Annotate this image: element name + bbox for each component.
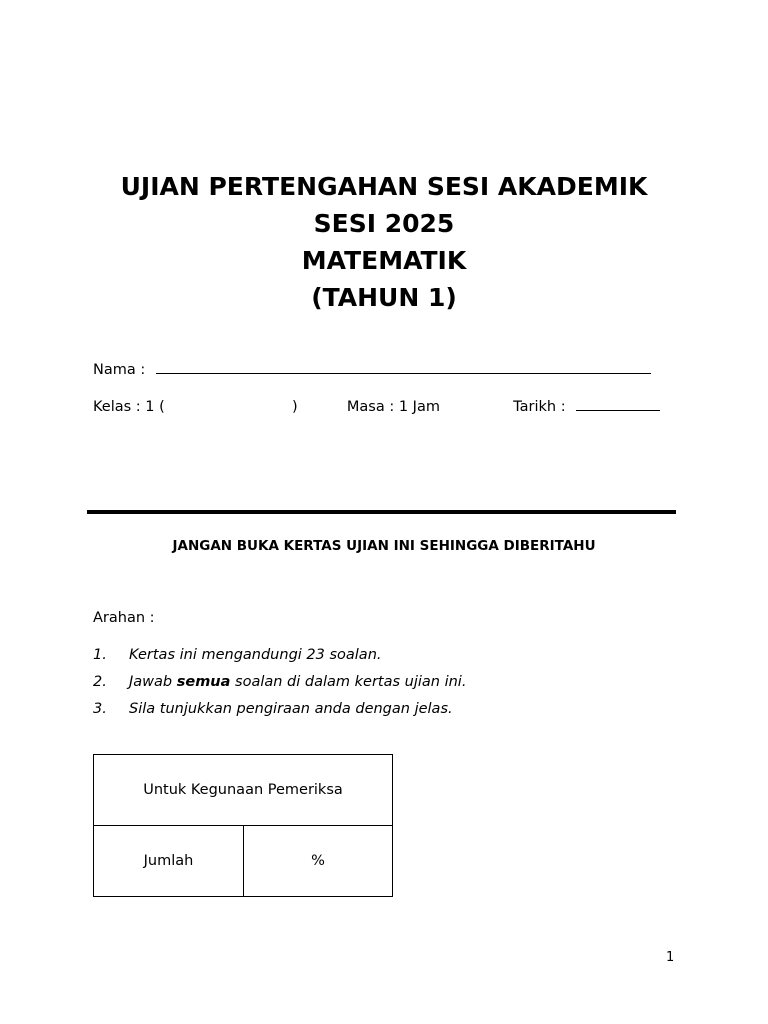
section-divider — [87, 510, 676, 514]
exam-title-line-1: UJIAN PERTENGAHAN SESI AKADEMIK — [120, 172, 648, 201]
date-blank-line[interactable] — [576, 397, 660, 411]
exam-session: SESI 2025 — [313, 209, 455, 238]
instruction-emphasis: semua — [176, 674, 231, 690]
class-label: Kelas : 1 ( — [93, 399, 165, 415]
name-label: Nama : — [93, 362, 146, 378]
duration-label: Masa : 1 Jam — [346, 399, 440, 415]
instruction-text: Sila tunjukkan pengiraan anda dengan jelas. — [129, 701, 453, 717]
class-close-paren: ) — [292, 399, 298, 415]
name-blank-line[interactable] — [156, 360, 651, 374]
total-percent-cell[interactable]: % — [244, 826, 393, 897]
page-number: 1 — [666, 950, 675, 965]
instruction-text-pre: Jawab — [129, 674, 177, 690]
date-label: Tarikh : — [513, 399, 566, 415]
instruction-item — [93, 701, 453, 717]
instruction-item — [93, 674, 466, 690]
exam-subject: MATEMATIK — [301, 246, 467, 275]
examiner-use-table — [93, 754, 393, 897]
instruction-number: 2. — [93, 674, 107, 690]
exam-year-level: (TAHUN 1) — [311, 283, 457, 312]
examiner-header-cell: Untuk Kegunaan Pemeriksa — [94, 755, 393, 826]
instruction-text: Kertas ini mengandungi 23 soalan. — [129, 647, 382, 663]
instruction-text-post: soalan di dalam kertas ujian ini. — [230, 674, 467, 690]
name-field-row — [93, 360, 651, 378]
exam-title — [0, 168, 768, 316]
instruction-item — [93, 647, 382, 663]
total-label-cell: Jumlah — [94, 826, 244, 897]
instruction-number: 1. — [93, 647, 107, 663]
class-field-row — [93, 397, 660, 415]
instructions-heading: Arahan : — [93, 610, 155, 626]
instruction-number: 3. — [93, 701, 107, 717]
do-not-open-warning: JANGAN BUKA KERTAS UJIAN INI SEHINGGA DIBERITAHU — [172, 538, 596, 554]
